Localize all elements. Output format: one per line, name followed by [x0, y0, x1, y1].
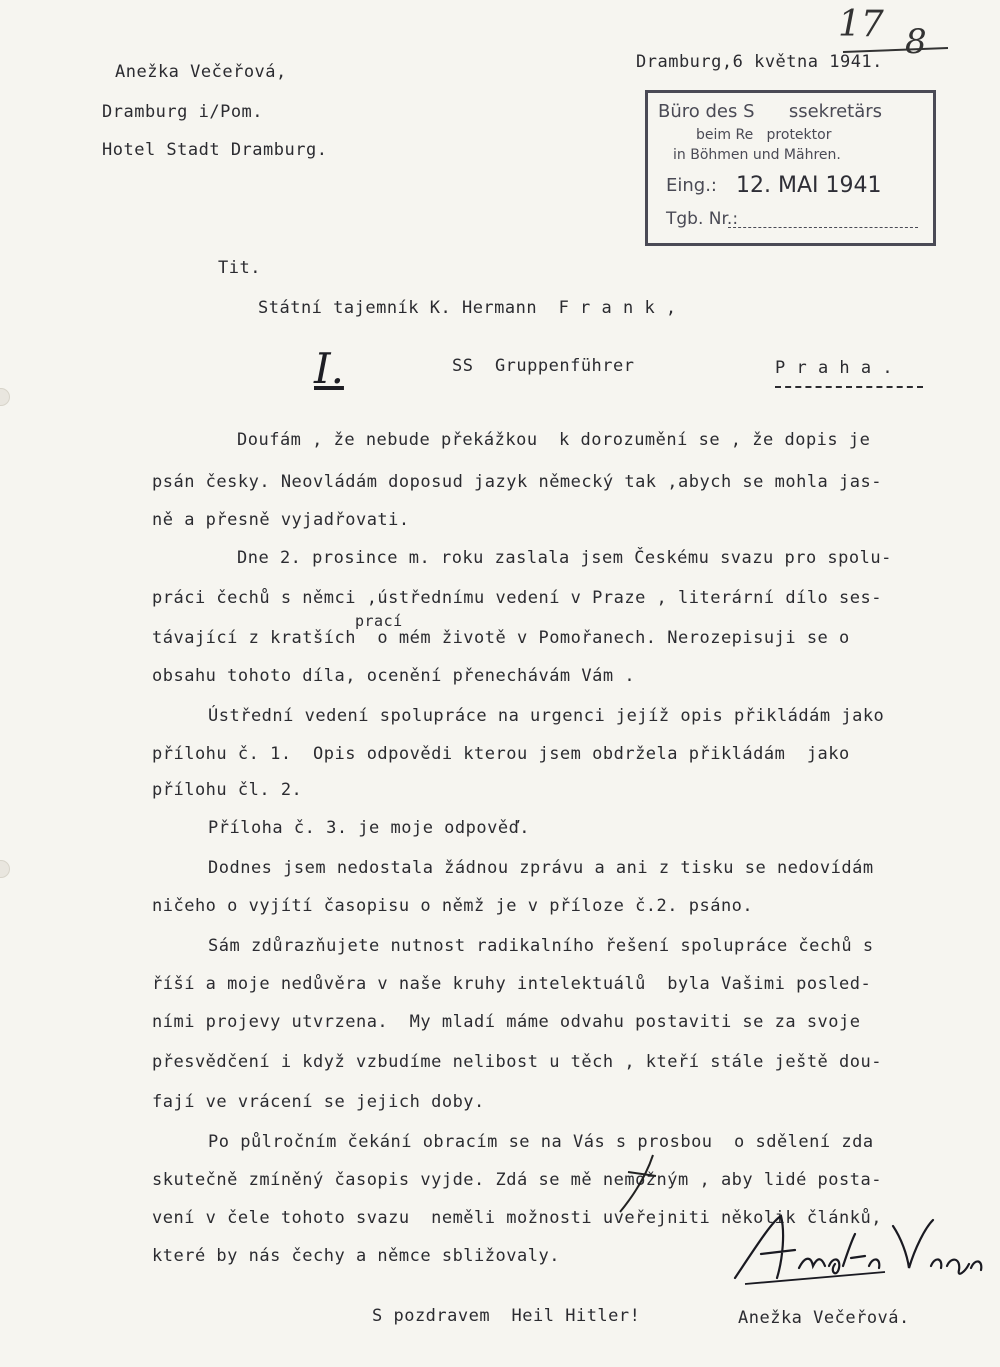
sender-name: Anežka Večeřová, [115, 62, 287, 82]
punch-hole [0, 860, 10, 878]
sender-hotel: Hotel Stadt Dramburg. [102, 140, 328, 160]
body-line: skutečně zmíněný časopis vyjde. Zdá se mě nemožným , aby lidé posta- [152, 1170, 882, 1190]
stamp-tgb-line [728, 227, 918, 228]
typed-signature: Anežka Večeřová. [738, 1308, 910, 1328]
addressee-city: P r a h a . [775, 358, 894, 378]
body-line: vení v čele tohoto svazu neměli možnosti uveřejniti několik článků, [152, 1208, 882, 1228]
body-line: obsahu tohoto díla, ocenění přenechávám Vám . [152, 666, 636, 686]
folio-number: 17 [838, 4, 884, 45]
body-line: fají ve vrácení se jejich doby. [152, 1092, 485, 1112]
insertion-word: prací [355, 612, 403, 630]
salutation: Tit. [218, 258, 261, 278]
sender-town: Dramburg i/Pom. [102, 102, 264, 122]
stamp-office-line2: beim Re protektor [696, 127, 832, 143]
body-line: ními projevy utvrzena. My mladí máme odvahu postaviti se za svoje [152, 1012, 861, 1032]
body-line: práci čechů s němci ,ústřednímu vedení v Praze , literární dílo ses- [152, 588, 882, 608]
stamp-tgb-label: Tgb. Nr.: [666, 209, 739, 229]
punch-hole [0, 388, 10, 406]
stamp-eing-date: 12. MAI 1941 [736, 173, 882, 198]
addressee-name: Státní tajemník K. Hermann F r a n k , [258, 298, 677, 318]
closing-greeting: S pozdravem Heil Hitler! [372, 1306, 641, 1326]
receipt-stamp [645, 90, 936, 246]
body-line: Po půlročním čekání obracím se na Vás s prosbou o sdělení zda [208, 1132, 874, 1152]
handwritten-signature [725, 1208, 995, 1298]
body-line: távající z kratších o mém životě v Pomořanech. Nerozepisuji se o [152, 628, 850, 648]
body-line: Doufám , že nebude překážkou k dorozumění se , že dopis je [237, 430, 871, 450]
body-line: Sám zdůrazňujete nutnost radikalního řešení spolupráce čechů s [208, 936, 874, 956]
body-line: říší a moje nedůvěra v naše kruhy intelektuálů byla Vašimi posled- [152, 974, 872, 994]
body-line: které by nás čechy a němce sbližovaly. [152, 1246, 560, 1266]
correction-mark [608, 1150, 668, 1220]
roman-numeral-mark: I. [314, 344, 344, 393]
stamp-eing-label: Eing.: [666, 175, 717, 196]
body-line: přesvědčení i když vzbudíme nelibost u těch , kteří stále ještě dou- [152, 1052, 882, 1072]
addressee-rank: SS Gruppenführer [452, 356, 635, 376]
stamp-office-line3: in Böhmen und Mähren. [673, 147, 841, 163]
body-line: ničeho o vyjítí časopisu o němž je v příloze č.2. psáno. [152, 896, 754, 916]
folio-number-alt: 8 [905, 22, 927, 62]
body-line: Dodnes jsem nedostala žádnou zprávu a ani z tisku se nedovídám [208, 858, 874, 878]
body-line: Příloha č. 3. je moje odpověď. [208, 818, 531, 838]
body-line: Ústřední vedení spolupráce na urgenci jejíž opis přikládám jako [208, 706, 885, 726]
body-line: přílohu čl. 2. [152, 780, 303, 800]
city-underline [775, 386, 923, 388]
date-line: Dramburg,6 května 1941. [636, 52, 883, 72]
stamp-office: Büro des S ssekretärs [658, 101, 883, 122]
body-line: přílohu č. 1. Opis odpovědi kterou jsem obdržela přikládám jako [152, 744, 850, 764]
body-line: psán česky. Neovládám doposud jazyk německý tak ,abych se mohla jas- [152, 472, 882, 492]
body-line: ně a přesně vyjadřovati. [152, 510, 410, 530]
body-line: Dne 2. prosince m. roku zaslala jsem Českému svazu pro spolu- [237, 548, 892, 568]
